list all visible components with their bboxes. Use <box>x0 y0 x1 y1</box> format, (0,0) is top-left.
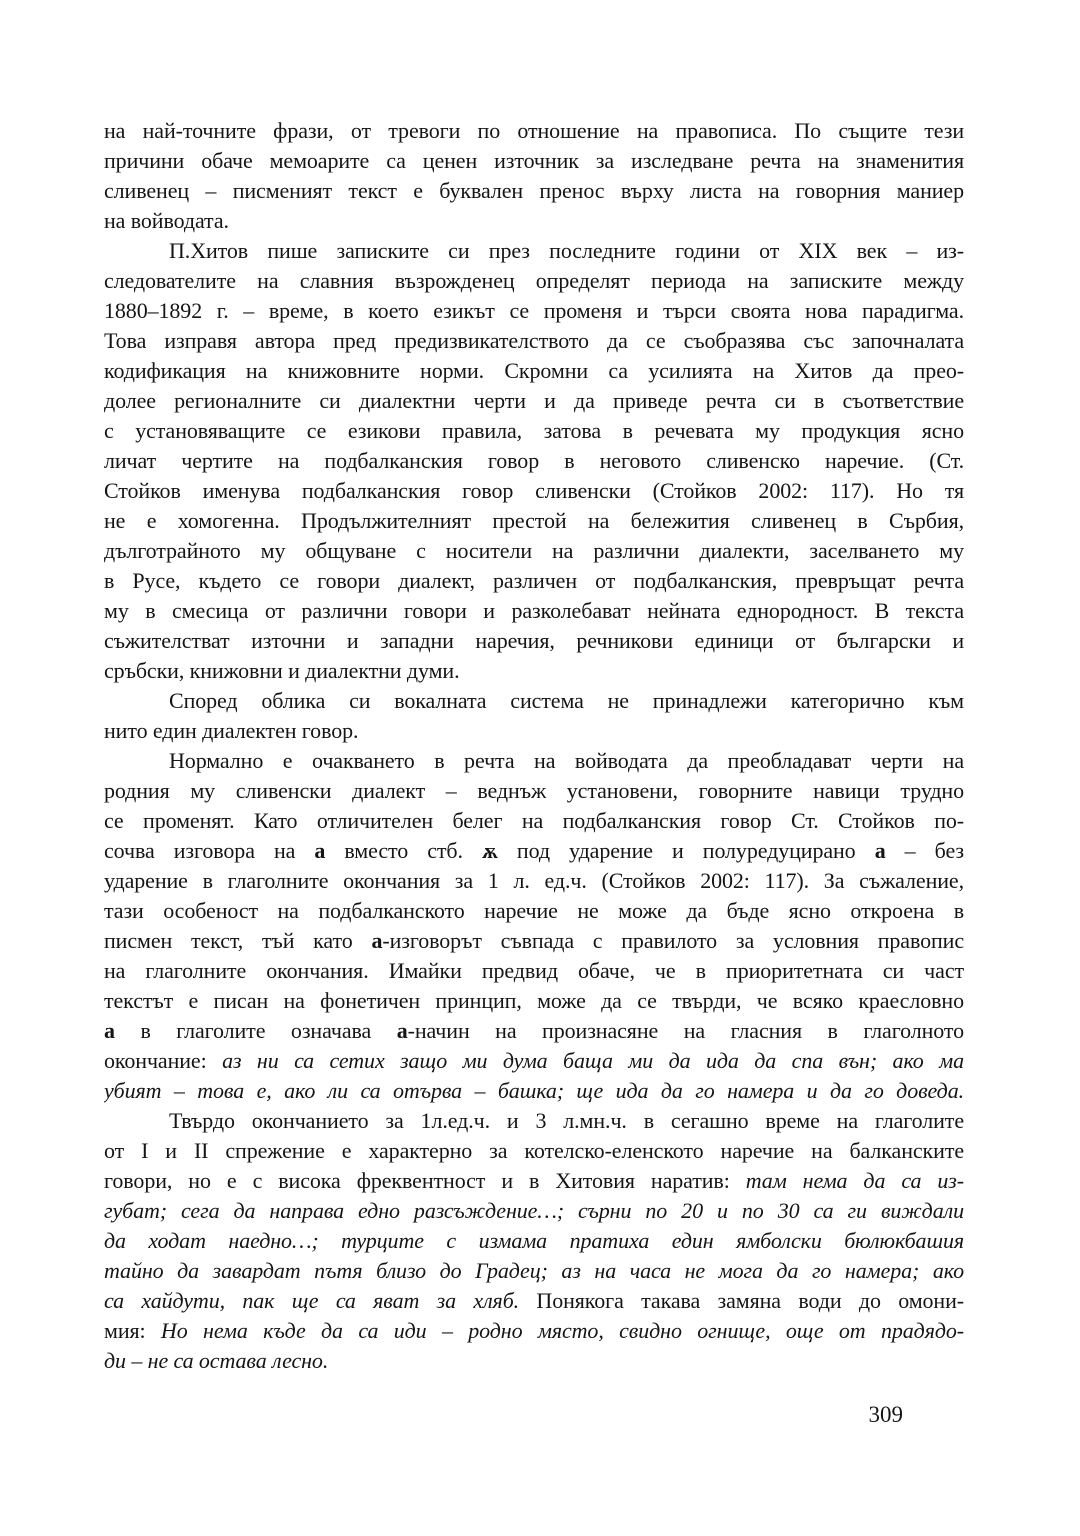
text-segment: Според облика си вокалната система не принадлежи категорично към <box>169 688 964 713</box>
text-segment: Нормално е очакването в речта на войводата да преобладават черти на <box>169 748 964 773</box>
text-segment: аз ни са сетих защо ми дума баща ми да ида да спа вън; ако ма <box>222 1048 964 1073</box>
text-line <box>104 206 964 236</box>
text-segment: мия: <box>104 1318 161 1343</box>
text-segment: следователите на славния възрожденец определят периода на записките между <box>104 268 964 293</box>
text-segment: да ходат наедно…; турците с измама пратиха един ямболски бюлюкбашия <box>104 1228 964 1253</box>
page-number: 309 <box>868 1402 903 1427</box>
text-segment: П.Хитов пише записките си през последните години от XIX век – из- <box>169 238 964 263</box>
text-line <box>104 1346 964 1376</box>
text-line <box>104 446 964 476</box>
text-line <box>104 776 964 806</box>
text-segment: там нема да са из- <box>745 1168 964 1193</box>
text-line <box>104 746 964 776</box>
text-segment: на глаголните окончания. Имайки предвид обаче, че в приоритетната си част <box>104 958 964 983</box>
text-segment: а <box>371 928 383 953</box>
text-line <box>104 536 964 566</box>
text-line <box>104 1196 964 1226</box>
text-segment: се променят. Като отличителен белег на подбалканския говор Ст. Стойков по- <box>104 808 964 833</box>
text-block <box>104 116 964 1376</box>
text-line <box>104 1286 964 1316</box>
text-line <box>104 956 964 986</box>
text-segment: личат чертите на подбалканския говор в неговото сливенско наречие. (Ст. <box>104 448 964 473</box>
text-segment: говори, но е с висока фреквентност и в Хитовия наратив: <box>104 1168 746 1193</box>
text-line <box>104 326 964 356</box>
text-line <box>104 116 964 146</box>
text-segment: са хайдути, пак ще са яват за хляб. <box>104 1288 520 1313</box>
text-line <box>104 1136 964 1166</box>
text-segment: а <box>314 838 326 863</box>
text-segment: ди – не са остава лесно. <box>104 1348 329 1373</box>
text-line <box>104 176 964 206</box>
text-segment: текстът е писан на фонетичен принцип, може да се твърди, че всяко краесловно <box>104 988 964 1013</box>
text-segment: тайно да завардат пътя близо до Градец; аз на часа не мога да го намера; ако <box>104 1258 964 1283</box>
text-line <box>104 686 964 716</box>
text-segment: тази особеност на подбалканското наречие не може да бъде ясно откроена в <box>104 898 964 923</box>
text-line <box>104 1256 964 1286</box>
text-segment: сливенец – писменият текст е буквален пренос върху листа на говорния маниер <box>104 178 964 203</box>
text-segment: на войводата. <box>104 208 229 233</box>
text-line <box>104 836 964 866</box>
text-line <box>104 266 964 296</box>
text-line <box>104 626 964 656</box>
text-segment: Понякога такава замяна води до омони- <box>519 1288 964 1313</box>
text-segment: 1880–1892 г. – време, в което езикът се променя и търси своята нова парадигма. <box>104 298 964 323</box>
text-segment: дълготрайното му общуване с носители на различни диалекти, заселването му <box>104 538 964 563</box>
text-line <box>104 146 964 176</box>
text-line <box>104 896 964 926</box>
text-segment: вместо стб. <box>325 838 482 863</box>
text-segment: -изговорът съвпада с правилото за условния правопис <box>382 928 964 953</box>
text-segment: кодификация на книжовните норми. Скромни са усилията на Хитов да прео- <box>104 358 964 383</box>
text-line <box>104 1316 964 1346</box>
text-line <box>104 476 964 506</box>
text-segment: долее регионалните си диалектни черти и да приведе речта си в съответствие <box>104 388 964 413</box>
text-line <box>104 1226 964 1256</box>
text-segment: с установяващите се езикови правила, затова в речевата му продукция ясно <box>104 418 964 443</box>
text-line <box>104 356 964 386</box>
text-segment: нито един диалектен говор. <box>104 718 359 743</box>
text-segment: а <box>874 838 886 863</box>
text-segment: под ударение и полуредуцирано <box>497 838 875 863</box>
text-line <box>104 716 964 746</box>
text-segment: родния му сливенски диалект – веднъж установени, говорните навици трудно <box>104 778 964 803</box>
text-segment: а <box>104 1018 115 1043</box>
text-line <box>104 1046 964 1076</box>
text-segment: сръбски, книжовни и диалектни думи. <box>104 658 460 683</box>
text-segment: Стойков именува подбалканския говор сливенски (Стойков 2002: 117). Но тя <box>104 478 964 503</box>
text-line <box>104 566 964 596</box>
text-line <box>104 236 964 266</box>
text-segment: – без <box>885 838 964 863</box>
text-segment: от I и II спрежение е характерно за котелско-еленското наречие на балканските <box>104 1138 964 1163</box>
text-line <box>104 806 964 836</box>
text-segment: на най-точните фрази, от тревоги по отношение на правописа. По същите тези <box>104 118 964 143</box>
text-line <box>104 656 964 686</box>
text-line <box>104 506 964 536</box>
text-segment: съжителстват източни и западни наречия, речникови единици от български и <box>104 628 964 653</box>
text-segment: губат; сега да направа едно разсъждение…; сърни по 20 и по 30 са ги виждали <box>104 1198 964 1223</box>
text-segment: окончание: <box>104 1048 223 1073</box>
text-line <box>104 926 964 956</box>
text-line <box>104 596 964 626</box>
text-segment: Твърдо окончанието за 1л.ед.ч. и 3 л.мн.ч. в сегашно време на глаголите <box>169 1108 964 1133</box>
text-line <box>104 386 964 416</box>
text-segment: -начин на произнасяне на гласния в глаголното <box>407 1018 964 1043</box>
text-segment: сочва изговора на <box>104 838 315 863</box>
text-segment: в глаголите означава <box>114 1018 397 1043</box>
text-segment: му в смесица от различни говори и разколебават нейната еднородност. В текста <box>104 598 964 623</box>
text-segment: в Русе, където се говори диалект, различен от подбалканския, превръщат речта <box>104 568 964 593</box>
text-segment: убият – това е, ако ли са отърва – башка; ще ида да го намера и да го доведа. <box>104 1078 964 1103</box>
text-segment: Това изправя автора пред предизвикателството да се съобразява със започналата <box>104 328 964 353</box>
text-segment: писмен текст, тъй като <box>104 928 372 953</box>
text-segment: ударение в глаголните окончания за 1 л. ед.ч. (Стойков 2002: 117). За съжаление, <box>104 868 964 893</box>
text-line <box>104 416 964 446</box>
text-line <box>104 1166 964 1196</box>
text-line <box>104 1076 964 1106</box>
text-line <box>104 1106 964 1136</box>
text-line <box>104 986 964 1016</box>
text-line <box>104 866 964 896</box>
text-segment: не е хомогенна. Продължителният престой на бележития сливенец в Сърбия, <box>104 508 964 533</box>
text-segment: а <box>396 1018 408 1043</box>
text-segment: причини обаче мемоарите са ценен източник за изследване речта на знаменития <box>104 148 964 173</box>
text-segment: ѫ <box>481 838 498 863</box>
text-line <box>104 1016 964 1046</box>
text-segment: Но нема къде да са иди – родно място, свидно огнище, още от прадядо- <box>160 1318 964 1343</box>
text-line <box>104 296 964 326</box>
